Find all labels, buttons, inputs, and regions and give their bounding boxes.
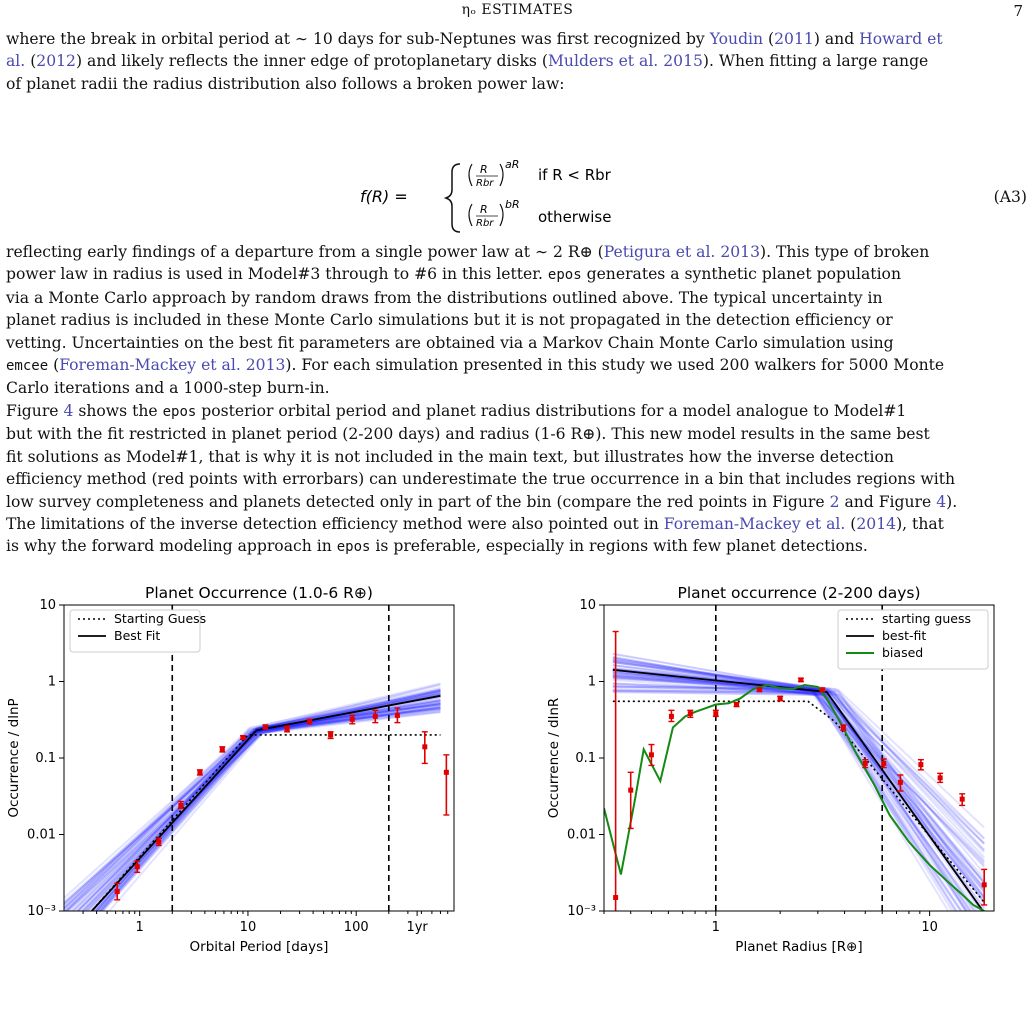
code-term: epos (162, 404, 197, 420)
eq-brace (446, 164, 460, 232)
paragraph-1 (6, 28, 1028, 95)
code-term: emcee (6, 358, 49, 375)
text-run: ( (48, 356, 60, 375)
text-run: ) and (813, 30, 860, 48)
chart-title: Planet occurrence (2-200 days) (677, 584, 921, 602)
para2-line (6, 354, 1028, 377)
data-point (178, 803, 183, 808)
para3-line (6, 535, 1028, 558)
y-tick-label: 0.01 (27, 827, 56, 843)
figure-period (0, 575, 490, 975)
text-run: ). When fitting a large range (702, 52, 929, 71)
text-run: reflecting early findings of a departure from a single power law at ∼ 2 R⊕ ( (6, 243, 604, 261)
data-point (798, 677, 803, 682)
data-point (328, 732, 333, 737)
data-point (757, 687, 762, 692)
text-run: and Figure (839, 492, 937, 511)
para2-line (6, 263, 1028, 286)
citation-link[interactable]: 2014 (856, 515, 897, 534)
citation-link[interactable]: 2 (829, 492, 840, 511)
equation-number: (A3) (993, 188, 1027, 206)
posterior-sample-line (613, 662, 984, 940)
y-tick-label: 10⁻³ (27, 904, 56, 919)
data-point (263, 724, 268, 729)
paragraph-2 (6, 241, 1028, 400)
data-point (422, 744, 427, 749)
series-line-starting-guess (83, 735, 440, 921)
text-run: ). (946, 492, 958, 511)
data-point (156, 839, 161, 844)
data-point (628, 788, 633, 793)
text-run: where the break in orbital period at ∼ 10 days for sub-Neptunes was first recognized by (6, 30, 710, 48)
citation-link[interactable]: Foreman-Mackey et al. (663, 515, 846, 534)
text-run: ( (845, 515, 857, 534)
legend-label: starting guess (882, 611, 971, 626)
legend-label: best-fit (882, 628, 927, 643)
text-run: ), that (896, 515, 944, 534)
data-point (778, 696, 783, 701)
posterior-sample-line (64, 706, 440, 950)
data-point (649, 752, 654, 757)
text-run: planet radius is included in these Monte Carlo simulations but it is not propagated in the detection efficiency or (6, 311, 893, 330)
y-tick-label: 1 (587, 674, 596, 690)
para3-line (6, 468, 1028, 490)
text-run: ). This type of broken (760, 243, 930, 261)
y-tick-label: 0.1 (575, 751, 596, 766)
citation-link[interactable]: Howard et (859, 30, 943, 48)
text-run: The limitations of the inverse detection efficiency method were also pointed out in (6, 515, 664, 534)
data-point (135, 864, 140, 869)
text-run: ( (763, 30, 775, 48)
data-point (938, 775, 943, 780)
para2-line (6, 309, 1028, 331)
text-run: is why the forward modeling approach in (6, 537, 337, 556)
data-point (395, 713, 400, 718)
code-term: epos (547, 267, 582, 284)
para2-line (6, 241, 1028, 263)
citation-link[interactable]: Youdin (709, 30, 764, 48)
x-tick-label: 1yr (406, 920, 428, 935)
eq-cond-1: if R < Rbr (538, 166, 611, 184)
posterior-sample-line (64, 683, 440, 944)
text-run: via a Monte Carlo approach by random draws from the distributions outlined above. The typical uncertainty in (6, 288, 883, 307)
para1-line-2 (6, 50, 1028, 72)
para3-line (6, 446, 1028, 468)
text-run: power law in radius is used in Model#3 through to #6 in this letter. (6, 265, 548, 284)
eq-exp-a: aR (505, 158, 520, 171)
eq-frac2-den: Rbr (476, 218, 494, 229)
para2-line (6, 377, 1028, 399)
data-point (960, 797, 965, 802)
data-point (918, 762, 923, 767)
legend (838, 610, 988, 669)
citation-link[interactable]: 4 (63, 402, 74, 420)
posterior-sample-line (613, 669, 984, 892)
text-run: vetting. Uncertainties on the best fit parameters are obtained via a Markov Chain Monte Carlo simulation using (6, 333, 894, 352)
data-point (898, 780, 903, 785)
posterior-sample-line (613, 680, 984, 919)
citation-link[interactable]: 2012 (36, 52, 76, 71)
posterior-sample-line (613, 669, 984, 931)
data-point (688, 711, 693, 716)
eq-frac1-den: Rbr (476, 178, 494, 189)
legend-label: Best Fit (114, 628, 161, 643)
text-run: shows the (73, 402, 163, 420)
para2-line (6, 332, 1028, 354)
running-head (0, 2, 1035, 18)
x-tick-label: 10 (239, 920, 257, 935)
data-point (713, 711, 718, 716)
code-term: epos (336, 539, 371, 556)
text-run: ( (25, 52, 37, 71)
legend (70, 610, 206, 652)
y-axis-label: Occurrence / dlnR (546, 697, 562, 819)
text-run: ). For each simulation presented in this study we used 200 walkers for 5000 Monte (285, 356, 945, 375)
data-point (373, 714, 378, 719)
text-run: but with the fit restricted in planet period (2-200 days) and radius (1-6 R⊕). This new model results in the same best (6, 425, 930, 444)
text-run: efficiency method (red points with errorbars) can underestimate the true occurrence in a bin that includes regions with (6, 470, 956, 489)
citation-link[interactable]: 2011 (774, 30, 814, 48)
data-point (240, 735, 245, 740)
para3-line (6, 423, 1028, 445)
chart-title: Planet Occurrence (1.0-6 R⊕) (145, 584, 373, 602)
data-point (613, 895, 618, 900)
eq-frac2-num: R (480, 203, 488, 216)
para3-line (6, 400, 1028, 423)
para1-line-1 (6, 28, 1028, 50)
text-run: fit solutions as Model#1, that is why it is not included in the main text, but illustrates how the inverse detection (6, 447, 894, 466)
para1-line-3: of planet radii the radius distribution also follows a broken power law: (6, 74, 565, 93)
eq-frac1-num: R (480, 163, 488, 176)
citation-link[interactable]: Mulders et al. 2015 (547, 52, 703, 71)
text-run: generates a synthetic planet population (581, 265, 901, 284)
y-tick-label: 1 (47, 674, 56, 690)
legend-label: Starting Guess (114, 611, 207, 626)
data-point (307, 719, 312, 724)
data-point (734, 702, 739, 707)
y-axis-label: Occurrence / dlnP (6, 698, 22, 818)
y-tick-label: 10 (579, 598, 596, 613)
posterior-sample-line (64, 685, 440, 947)
data-point (669, 714, 674, 719)
x-tick-label: 1 (711, 920, 720, 935)
y-tick-label: 0.1 (35, 751, 56, 766)
x-axis-label: Planet Radius [R⊕] (735, 939, 863, 955)
x-tick-label: 10 (921, 920, 938, 935)
para3-line (6, 513, 1028, 535)
y-tick-label: 0.01 (567, 827, 596, 843)
text-run: ) and likely reflects the inner edge of protoplanetary disks ( (75, 52, 548, 71)
citation-link[interactable]: Foreman-Mackey et al. 2013 (59, 356, 286, 375)
eq-exp-b: bR (505, 198, 520, 211)
data-point (220, 747, 225, 752)
para2-line (6, 287, 1028, 309)
citation-link[interactable]: al. (6, 52, 26, 71)
eq-cond-2: otherwise (538, 208, 612, 226)
y-tick-label: 10 (39, 598, 56, 613)
data-point (444, 770, 449, 775)
x-tick-label: 100 (343, 920, 369, 935)
series-line-best-fit (83, 696, 440, 921)
posterior-sample-line (64, 712, 440, 943)
equation-a3 (0, 158, 1035, 238)
data-point (350, 717, 355, 722)
text-run: posterior orbital period and planet radius distributions for a model analogue to Model#1 (196, 402, 907, 420)
page-number: 7 (1013, 2, 1023, 20)
plot-area (64, 605, 449, 964)
legend-label: biased (882, 645, 924, 660)
figure-radius (540, 575, 1035, 975)
running-head-text: ηₒ ESTIMATES (461, 2, 574, 18)
data-point (982, 882, 987, 887)
data-point (115, 889, 120, 894)
data-point (820, 687, 825, 692)
posterior-sample-line (613, 673, 984, 928)
x-tick-label: 1 (135, 920, 144, 935)
citation-link[interactable]: 4 (936, 492, 947, 511)
data-point (197, 770, 202, 775)
text-run: is preferable, especially in regions with few planet detections. (370, 537, 868, 556)
text-run: Figure (6, 402, 64, 420)
data-point (863, 761, 868, 766)
y-tick-label: 10⁻³ (567, 904, 596, 919)
text-run: low survey completeness and planets detected only in part of the bin (compare the red points in Figure (6, 492, 830, 511)
text-run: Carlo iterations and a 1000-step burn-in. (6, 379, 330, 398)
eq-lhs: f(R) = (360, 187, 408, 206)
citation-link[interactable]: Petigura et al. 2013 (603, 243, 761, 261)
equation-svg (360, 158, 690, 238)
para3-line (6, 491, 1028, 513)
x-axis-label: Orbital Period [days] (189, 939, 329, 955)
data-point (881, 761, 886, 766)
data-point (841, 725, 846, 730)
paragraph-3 (6, 400, 1028, 559)
data-point (285, 726, 290, 731)
